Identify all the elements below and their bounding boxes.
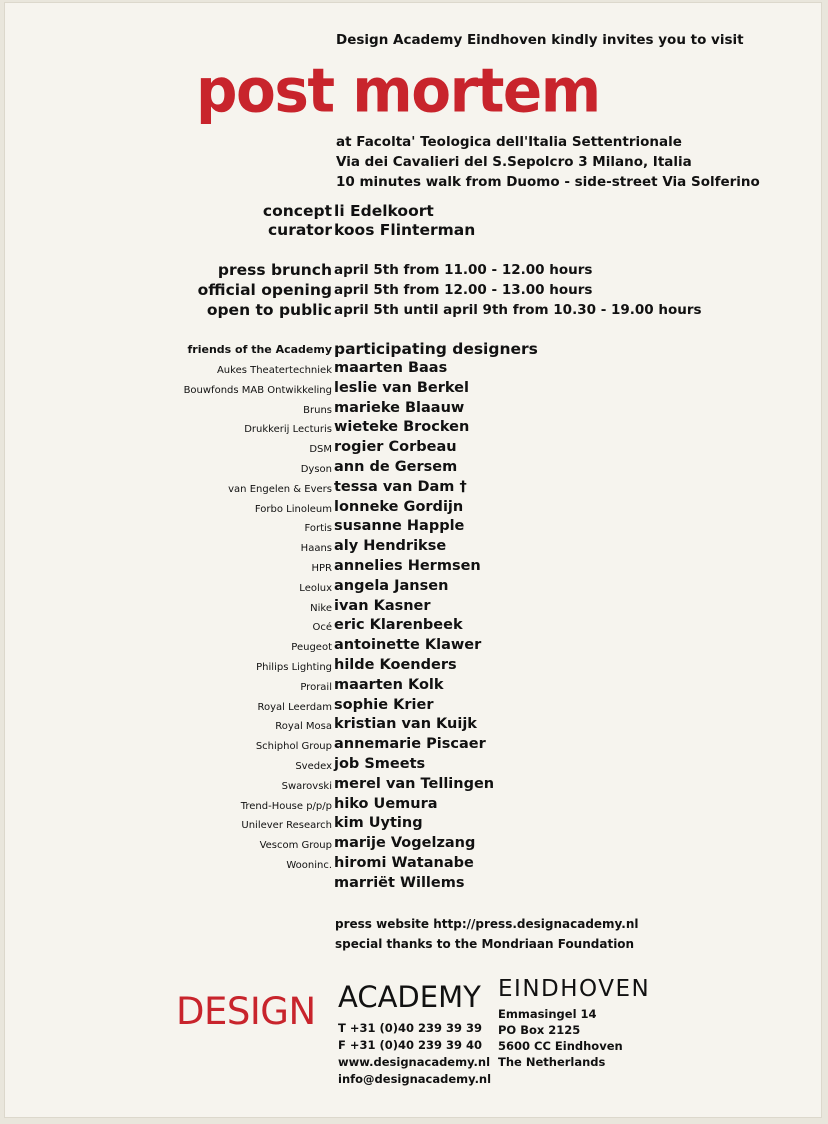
designer-name: antoinette Klawer xyxy=(334,637,482,654)
credit-value: koos Flinterman xyxy=(334,221,476,239)
designer-name: hiromi Watanabe xyxy=(334,855,474,871)
venue-block xyxy=(336,132,760,192)
designer-name: maarten Baas xyxy=(334,360,448,376)
schedule-label: press brunch xyxy=(217,261,332,279)
sponsor-name: Schiphol Group xyxy=(255,741,332,753)
logo-design: DESIGN xyxy=(176,990,316,1033)
participant-row xyxy=(4,518,822,538)
participant-row xyxy=(4,538,822,558)
special-thanks: special thanks to the Mondriaan Foundation xyxy=(335,937,635,951)
schedule-label: official opening xyxy=(197,281,332,299)
venue-line: 10 minutes walk from Duomo - side-street Via Solferino xyxy=(336,174,760,190)
sponsor-name: HPR xyxy=(311,563,332,574)
credit-row xyxy=(4,202,822,222)
sponsor-name: Vescom Group xyxy=(259,840,332,852)
logo-eindhoven: EINDHOVEN xyxy=(498,976,651,1002)
designer-name: maarten Kolk xyxy=(334,676,444,693)
logo-academy: ACADEMY xyxy=(338,980,481,1014)
sponsor-name: Bruns xyxy=(303,404,332,416)
participant-row xyxy=(4,558,822,578)
sponsor-name: Prorail xyxy=(300,681,332,693)
sponsor-name: Svedex xyxy=(295,761,332,772)
designer-name: aly Hendrikse xyxy=(334,538,447,555)
fax-number: F +31 (0)40 239 39 40 xyxy=(338,1038,483,1052)
credit-row xyxy=(4,221,822,241)
address-line: 5600 CC Eindhoven xyxy=(498,1039,623,1053)
designer-name: annelies Hermsen xyxy=(334,558,481,574)
sponsor-name: Philips Lighting xyxy=(256,662,332,673)
participant-row xyxy=(4,736,822,756)
venue-line: Via dei Cavalieri del S.Sepolcro 3 Milano, Italia xyxy=(336,154,692,170)
credit-value: li Edelkoort xyxy=(334,202,434,220)
contact-block xyxy=(338,1020,491,1088)
designer-name: lonneke Gordijn xyxy=(334,498,464,515)
participant-row xyxy=(4,459,822,479)
sponsor-name: Drukkerij Lecturis xyxy=(244,424,332,436)
participant-row xyxy=(4,499,822,519)
participant-row xyxy=(4,776,822,796)
sponsor-name: Unilever Research xyxy=(241,820,332,832)
credit-label: curator xyxy=(267,221,332,239)
participant-row xyxy=(4,697,822,717)
press-block xyxy=(335,914,639,954)
participant-row xyxy=(4,815,822,835)
participant-row xyxy=(4,360,822,380)
event-title: post mortem xyxy=(196,55,600,127)
intro-text: Design Academy Eindhoven kindly invites you to visit xyxy=(336,32,744,48)
participant-row xyxy=(4,756,822,776)
sponsor-name: Leolux xyxy=(299,582,332,594)
designer-name: susanne Happle xyxy=(334,518,465,535)
address-line: The Netherlands xyxy=(498,1055,606,1069)
designer-name: merel van Tellingen xyxy=(334,775,495,792)
participant-row xyxy=(4,479,822,499)
sponsor-name: Fortis xyxy=(304,523,332,535)
participant-row xyxy=(4,617,822,637)
website-link[interactable]: www.designacademy.nl xyxy=(338,1055,491,1069)
sponsor-name: Trend-House p/p/p xyxy=(240,800,332,812)
sponsor-name: Royal Leerdam xyxy=(257,701,332,713)
sponsor-name: Peugeot xyxy=(291,642,332,654)
participant-row xyxy=(4,875,822,895)
participant-row xyxy=(4,855,822,875)
venue-line: at Facolta' Teologica dell'Italia Settentrionale xyxy=(336,134,682,150)
sponsor-name: Royal Mosa xyxy=(275,721,332,733)
designer-name: wieteke Brocken xyxy=(334,419,470,436)
participant-row xyxy=(4,380,822,400)
credit-label: concept xyxy=(262,202,332,220)
designer-name: marriët Willems xyxy=(334,874,465,891)
sponsor-name: Nike xyxy=(310,602,332,614)
participant-row xyxy=(4,578,822,598)
address-block xyxy=(498,1006,623,1070)
address-line: Emmasingel 14 xyxy=(498,1007,597,1021)
participant-row xyxy=(4,716,822,736)
participant-row xyxy=(4,657,822,677)
designer-name: kristian van Kuijk xyxy=(334,716,477,733)
designer-name: hilde Koenders xyxy=(334,657,457,673)
participant-row xyxy=(4,677,822,697)
designer-name: job Smeets xyxy=(334,756,426,772)
schedule-value: april 5th from 12.00 - 13.00 hours xyxy=(334,282,593,298)
participant-row xyxy=(4,637,822,657)
designer-name: marije Vogelzang xyxy=(334,835,476,852)
participant-row xyxy=(4,835,822,855)
schedule-row xyxy=(4,281,822,301)
designer-name: ivan Kasner xyxy=(334,597,431,614)
friends-header: friends of the Academy xyxy=(187,343,332,356)
schedule-value: april 5th from 11.00 - 12.00 hours xyxy=(334,262,593,278)
schedule-label: open to public xyxy=(206,301,332,319)
participant-row xyxy=(4,400,822,420)
schedule-row xyxy=(4,261,822,281)
email-link[interactable]: info@designacademy.nl xyxy=(338,1072,492,1086)
phone-number: T +31 (0)40 239 39 39 xyxy=(338,1021,483,1035)
designer-name: leslie van Berkel xyxy=(334,379,469,396)
sponsor-name: DSM xyxy=(309,444,332,456)
sponsor-name: Dyson xyxy=(300,464,332,475)
press-website: press website http://press.designacademy.nl xyxy=(335,917,639,931)
participant-row xyxy=(4,598,822,618)
designer-name: tessa van Dam † xyxy=(334,478,467,495)
sponsor-name: Forbo Linoleum xyxy=(254,503,332,515)
participants-header xyxy=(4,340,822,360)
address-line: PO Box 2125 xyxy=(498,1023,581,1037)
sponsor-name: Bouwfonds MAB Ontwikkeling xyxy=(183,384,332,396)
sponsor-name: van Engelen & Evers xyxy=(228,483,332,495)
schedule-value: april 5th until april 9th from 10.30 - 19.00 hours xyxy=(334,302,702,318)
designers-header: participating designers xyxy=(334,340,538,358)
invitation-card xyxy=(4,2,822,1118)
designer-name: sophie Krier xyxy=(334,696,434,713)
designer-name: eric Klarenbeek xyxy=(334,617,463,634)
designer-name: marieke Blaauw xyxy=(334,399,465,416)
participant-row xyxy=(4,419,822,439)
designer-name: hiko Uemura xyxy=(334,795,438,812)
designer-name: ann de Gersem xyxy=(334,459,458,475)
sponsor-name: Haans xyxy=(300,543,332,555)
sponsor-name: Wooninc. xyxy=(286,860,332,871)
participant-row xyxy=(4,796,822,816)
designer-name: rogier Corbeau xyxy=(334,439,457,456)
designer-name: kim Uyting xyxy=(334,815,423,832)
participant-row xyxy=(4,439,822,459)
sponsor-name: Swarovski xyxy=(281,780,332,792)
designer-name: angela Jansen xyxy=(334,577,449,594)
sponsor-name: Aukes Theatertechniek xyxy=(216,365,332,376)
schedule-row xyxy=(4,301,822,321)
sponsor-name: Océ xyxy=(312,622,332,634)
designer-name: annemarie Piscaer xyxy=(334,736,486,753)
